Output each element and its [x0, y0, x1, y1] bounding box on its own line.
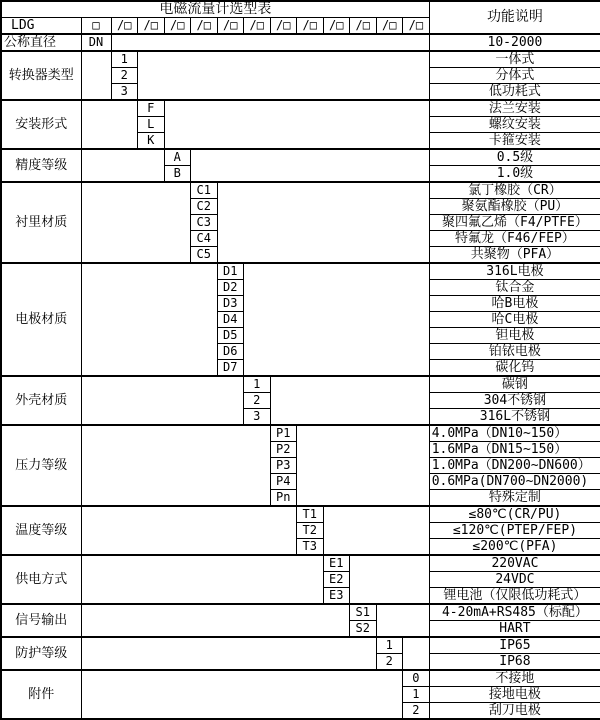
option-description: 共聚物（PFA） [429, 247, 600, 264]
option-code: E2 [323, 572, 350, 588]
option-code: C2 [191, 199, 218, 215]
option-code: P3 [270, 458, 297, 474]
model-slot-box: /□ [217, 18, 244, 35]
option-code: D1 [217, 263, 244, 280]
group-label: 转换器类型 [1, 51, 81, 100]
spacer-cell [111, 34, 429, 51]
option-row [1, 51, 600, 68]
option-row [1, 149, 600, 166]
option-description: 316L电极 [429, 263, 600, 280]
option-description: 不接地 [429, 670, 600, 687]
option-code: P1 [270, 425, 297, 442]
option-description: 聚氨酯橡胶（PU） [429, 199, 600, 215]
option-code: P2 [270, 442, 297, 458]
option-code: T3 [297, 539, 324, 556]
option-description: 316L不锈钢 [429, 409, 600, 426]
option-code: 2 [403, 703, 430, 720]
option-description: 聚四氟乙烯（F4/PTFE） [429, 215, 600, 231]
spacer-cell [81, 506, 297, 555]
option-description: 特殊定制 [429, 490, 600, 507]
option-code: 2 [111, 68, 138, 84]
option-code: D7 [217, 360, 244, 377]
option-code: 2 [244, 393, 271, 409]
spacer-cell [350, 555, 430, 604]
option-description: HART [429, 621, 600, 638]
option-row [1, 425, 600, 442]
model-slot-box: /□ [111, 18, 138, 35]
model-slot-box: /□ [138, 18, 165, 35]
option-description: 哈B电极 [429, 296, 600, 312]
option-description: 螺纹安装 [429, 117, 600, 133]
spacer-cell [244, 263, 430, 376]
option-description: 分体式 [429, 68, 600, 84]
spacer-cell [81, 670, 403, 719]
option-row [1, 506, 600, 523]
option-description: 卡箍安装 [429, 133, 600, 150]
model-base-code-box: □ [81, 18, 111, 35]
option-description: IP68 [429, 654, 600, 671]
model-slot-box: /□ [164, 18, 191, 35]
group-label: 公称直径 [1, 34, 81, 51]
option-description: ≤200℃(PFA) [429, 539, 600, 556]
option-row [1, 670, 600, 687]
option-code: 2 [376, 654, 403, 671]
spacer-cell [81, 51, 111, 100]
option-description: 接地电极 [429, 687, 600, 703]
spacer-cell [81, 604, 350, 637]
option-row [1, 34, 600, 51]
model-slot-box: /□ [350, 18, 377, 35]
model-slot-box: /□ [376, 18, 403, 35]
group-label: 压力等级 [1, 425, 81, 506]
page-title: 电磁流量计选型表 [1, 1, 429, 18]
spacer-cell [81, 376, 244, 425]
option-code: DN [81, 34, 111, 51]
option-row [1, 604, 600, 621]
option-code: F [138, 100, 165, 117]
option-code: L [138, 117, 165, 133]
option-code: D5 [217, 328, 244, 344]
option-code: S1 [350, 604, 377, 621]
option-description: 0.5级 [429, 149, 600, 166]
option-description: ≤120℃(PTEP/FEP) [429, 523, 600, 539]
option-code: 3 [111, 84, 138, 101]
option-description: 锂电池（仅限低功耗式） [429, 588, 600, 605]
option-code: C5 [191, 247, 218, 264]
spacer-cell [81, 263, 217, 376]
spacer-cell [403, 637, 430, 670]
option-description: 4-20mA+RS485（标配） [429, 604, 600, 621]
option-code: 1 [244, 376, 271, 393]
option-description: ≤80℃(CR/PU) [429, 506, 600, 523]
option-description: 0.6MPa(DN700~DN2000) [429, 474, 600, 490]
spacer-cell [270, 376, 429, 425]
option-code: 0 [403, 670, 430, 687]
option-code: D4 [217, 312, 244, 328]
group-label: 精度等级 [1, 149, 81, 182]
option-description: IP65 [429, 637, 600, 654]
option-description: 低功耗式 [429, 84, 600, 101]
spacer-cell [81, 637, 376, 670]
option-code: E1 [323, 555, 350, 572]
group-label: 供电方式 [1, 555, 81, 604]
option-code: S2 [350, 621, 377, 638]
option-code: K [138, 133, 165, 150]
option-code: 3 [244, 409, 271, 426]
option-description: 304不锈钢 [429, 393, 600, 409]
option-description: 氯丁橡胶（CR） [429, 182, 600, 199]
group-label: 外壳材质 [1, 376, 81, 425]
spacer-cell [376, 604, 429, 637]
function-column-header: 功能说明 [429, 1, 600, 34]
spacer-cell [297, 425, 430, 506]
spacer-cell [81, 425, 270, 506]
table-title-row [1, 1, 600, 18]
model-slot-box: /□ [270, 18, 297, 35]
model-prefix-label: LDG [1, 18, 81, 35]
option-description: 刮刀电极 [429, 703, 600, 720]
option-code: E3 [323, 588, 350, 605]
option-code: P4 [270, 474, 297, 490]
option-description: 特氟龙（F46/FEP） [429, 231, 600, 247]
option-code: D2 [217, 280, 244, 296]
option-code: Pn [270, 490, 297, 507]
model-slot-box: /□ [403, 18, 430, 35]
option-row [1, 182, 600, 199]
option-description: 1.0MPa（DN200~DN600） [429, 458, 600, 474]
option-description: 24VDC [429, 572, 600, 588]
group-label: 衬里材质 [1, 182, 81, 263]
spacer-cell [323, 506, 429, 555]
option-description: 钽电极 [429, 328, 600, 344]
option-row [1, 100, 600, 117]
option-row [1, 263, 600, 280]
option-code: 1 [403, 687, 430, 703]
group-label: 信号输出 [1, 604, 81, 637]
option-description: 1.0级 [429, 166, 600, 183]
option-code: 1 [376, 637, 403, 654]
option-code: B [164, 166, 191, 183]
group-label: 防护等级 [1, 637, 81, 670]
spacer-cell [81, 100, 138, 149]
option-row [1, 555, 600, 572]
option-code: T1 [297, 506, 324, 523]
option-description: 220VAC [429, 555, 600, 572]
option-description: 10-2000 [429, 34, 600, 51]
spacer-cell [217, 182, 429, 263]
option-code: C3 [191, 215, 218, 231]
option-description: 铂铱电极 [429, 344, 600, 360]
option-description: 哈C电极 [429, 312, 600, 328]
group-label: 温度等级 [1, 506, 81, 555]
option-description: 钛合金 [429, 280, 600, 296]
spacer-cell [164, 100, 429, 149]
group-label: 附件 [1, 670, 81, 719]
model-slot-box: /□ [297, 18, 324, 35]
option-code: D6 [217, 344, 244, 360]
option-row [1, 376, 600, 393]
option-description: 4.0MPa（DN10~150） [429, 425, 600, 442]
option-code: 1 [111, 51, 138, 68]
option-code: D3 [217, 296, 244, 312]
spacer-cell [81, 182, 191, 263]
option-description: 碳化钨 [429, 360, 600, 377]
option-description: 一体式 [429, 51, 600, 68]
option-row [1, 637, 600, 654]
option-code: T2 [297, 523, 324, 539]
option-description: 1.6MPa（DN15~150） [429, 442, 600, 458]
option-code: C4 [191, 231, 218, 247]
group-label: 电极材质 [1, 263, 81, 376]
model-slot-box: /□ [323, 18, 350, 35]
model-slot-box: /□ [244, 18, 271, 35]
option-description: 碳钢 [429, 376, 600, 393]
group-label: 安装形式 [1, 100, 81, 149]
option-code: A [164, 149, 191, 166]
spacer-cell [81, 149, 164, 182]
model-slot-box: /□ [191, 18, 218, 35]
spacer-cell [81, 555, 323, 604]
option-code: C1 [191, 182, 218, 199]
option-description: 法兰安装 [429, 100, 600, 117]
spacer-cell [138, 51, 430, 100]
spacer-cell [191, 149, 430, 182]
